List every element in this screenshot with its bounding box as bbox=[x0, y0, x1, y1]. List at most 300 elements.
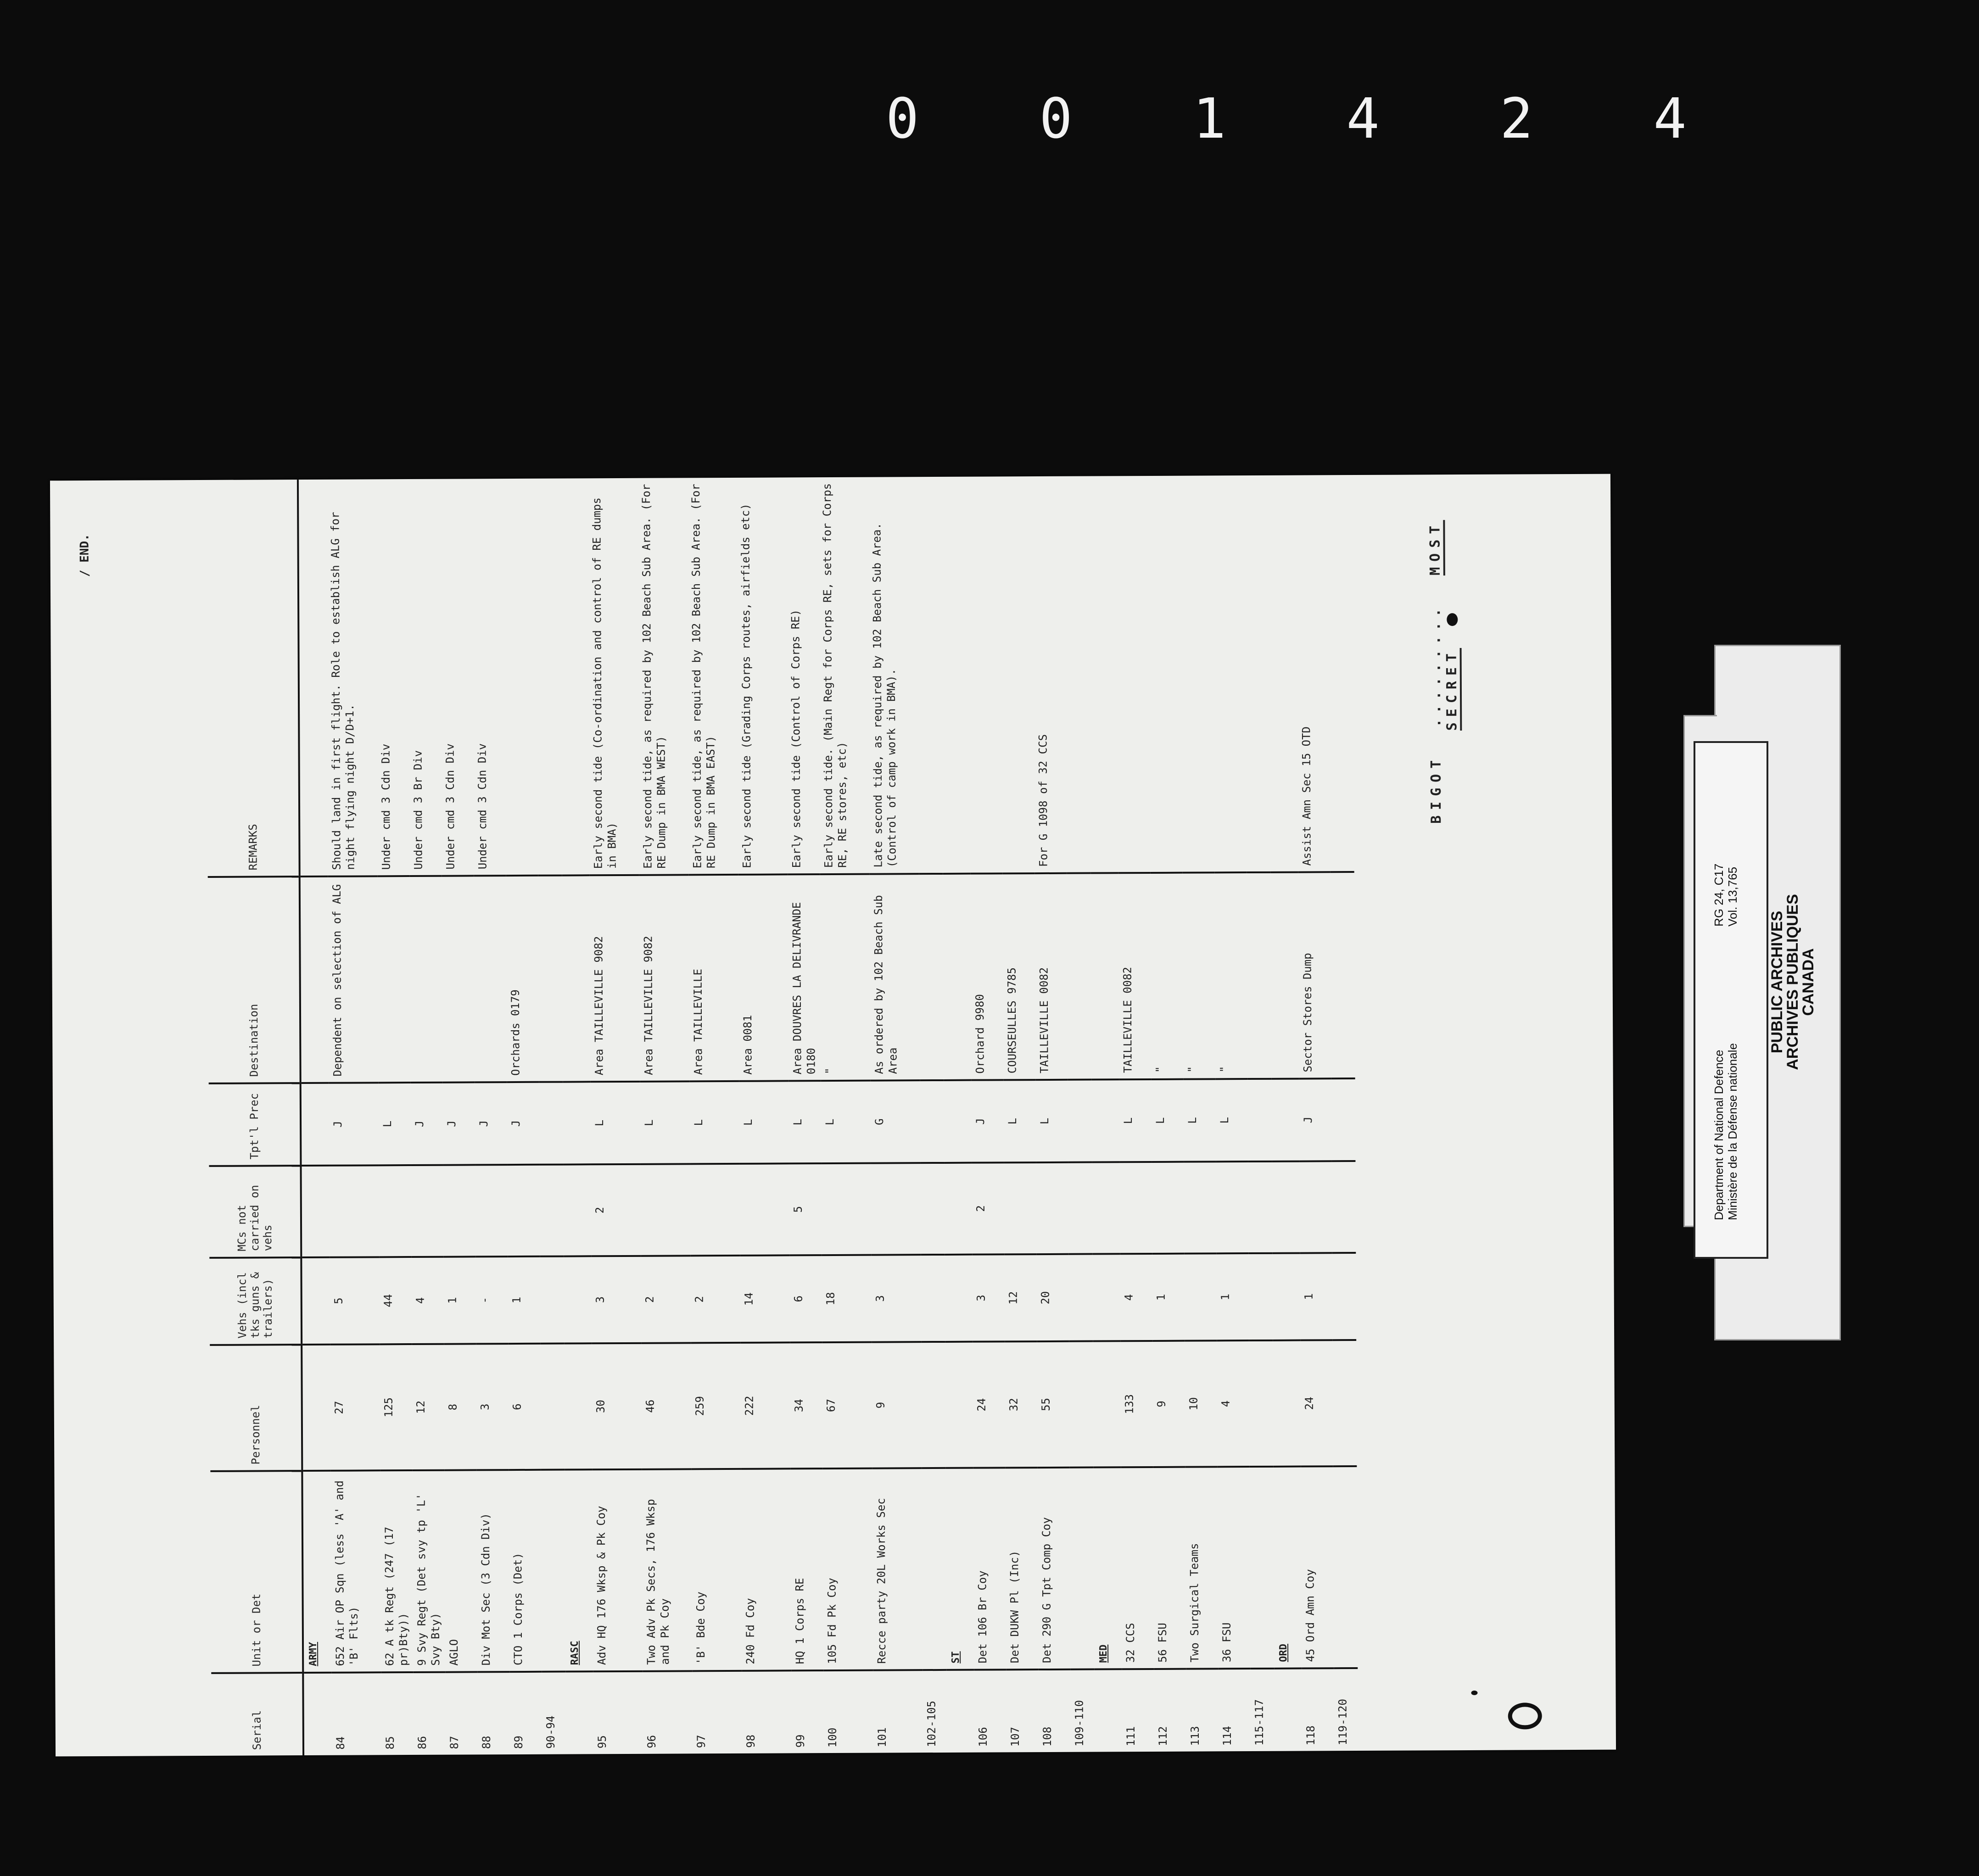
cell-vehicles: 4 bbox=[1120, 1254, 1152, 1341]
cell-serial bbox=[1094, 1669, 1122, 1752]
cell-not-carried bbox=[1036, 1162, 1068, 1254]
cell-personnel: 24 bbox=[973, 1341, 1005, 1468]
cell-priority bbox=[1092, 1079, 1120, 1162]
cell-vehicles: 1 bbox=[1152, 1254, 1185, 1341]
cell-not-carried bbox=[563, 1164, 591, 1256]
cell-remarks: Under cmd 3 Cdn Div bbox=[472, 479, 506, 876]
cell-vehicles bbox=[1272, 1253, 1300, 1340]
cell-personnel: 12 bbox=[412, 1344, 444, 1470]
cell-personnel bbox=[1093, 1341, 1121, 1467]
archive-label-inner bbox=[1694, 741, 1768, 1259]
cell-remarks: Should land in first flight. Role to establish ALG for night flying night D/D+1. bbox=[326, 479, 378, 876]
cell-vehicles bbox=[945, 1255, 973, 1342]
archive-stamp-line1: PUBLIC ARCHIVES bbox=[1768, 910, 1786, 1054]
cell-serial: 107 bbox=[1008, 1726, 1022, 1747]
archive-stamp-line2: ARCHIVES PUBLIQUES bbox=[1784, 894, 1801, 1070]
cell-unit bbox=[302, 1471, 331, 1673]
cell-vehicles bbox=[1248, 1253, 1273, 1340]
cell-not-carried bbox=[944, 1163, 972, 1255]
table-row bbox=[1297, 475, 1334, 1751]
cell-unit bbox=[1093, 1467, 1122, 1669]
cell-destination: Area 0081 bbox=[738, 874, 789, 1081]
cell-not-carried bbox=[640, 1164, 690, 1256]
cell-vehicles bbox=[1332, 1253, 1356, 1340]
group-heading: ST bbox=[950, 1651, 962, 1664]
cell-personnel: 125 bbox=[380, 1344, 412, 1470]
archive-ref bbox=[1712, 864, 1739, 927]
cell-serial: 100 bbox=[826, 1727, 839, 1748]
cell-unit bbox=[1069, 1468, 1094, 1669]
cell-not-carried bbox=[739, 1163, 789, 1255]
document-rotated-content bbox=[50, 474, 1616, 1757]
cell-remarks bbox=[537, 479, 562, 876]
cell-remarks bbox=[1329, 475, 1354, 872]
cell-priority: J bbox=[443, 1082, 475, 1165]
header-remarks: REMARKS bbox=[206, 480, 300, 877]
cell-not-carried bbox=[1152, 1162, 1184, 1254]
cell-personnel bbox=[1069, 1341, 1093, 1468]
cell-not-carried bbox=[411, 1165, 443, 1257]
cell-serial bbox=[565, 1671, 593, 1754]
archive-dept bbox=[1712, 1043, 1739, 1220]
cell-destination bbox=[378, 876, 411, 1083]
cell-personnel bbox=[1332, 1340, 1357, 1466]
cell-serial: 99 bbox=[794, 1734, 807, 1748]
cell-priority: L bbox=[1119, 1079, 1152, 1162]
cell-remarks bbox=[917, 477, 943, 874]
cell-destination: " bbox=[820, 874, 871, 1081]
cell-vehicles bbox=[1092, 1254, 1120, 1341]
cell-priority: L bbox=[1004, 1080, 1036, 1162]
cell-not-carried bbox=[690, 1164, 740, 1256]
cell-vehicles bbox=[540, 1256, 564, 1344]
cell-destination bbox=[300, 877, 329, 1083]
cell-not-carried bbox=[1331, 1161, 1356, 1253]
margin-mark bbox=[1508, 1703, 1542, 1729]
cell-serial: 111 bbox=[1124, 1726, 1138, 1747]
cell-personnel: 133 bbox=[1120, 1341, 1153, 1467]
header-destination: Destination bbox=[208, 877, 301, 1083]
group-heading: ARMY bbox=[307, 1642, 319, 1667]
cell-unit bbox=[945, 1468, 974, 1670]
table-row bbox=[1001, 476, 1039, 1752]
classification-most-secret: MOST SECRET bbox=[1427, 520, 1462, 731]
cell-vehicles: 5 bbox=[330, 1257, 380, 1344]
cell-unit: 32 CCS bbox=[1121, 1467, 1154, 1669]
movement-table bbox=[206, 475, 1358, 1756]
cell-serial: 84 bbox=[334, 1736, 347, 1750]
cell-destination bbox=[1067, 873, 1092, 1080]
cell-priority: L bbox=[1216, 1079, 1248, 1161]
cell-personnel: 27 bbox=[330, 1344, 380, 1470]
cell-not-carried bbox=[920, 1163, 945, 1255]
cell-remarks: Assist Amn Sec 15 OTD bbox=[1297, 475, 1331, 872]
cell-unit: 652 Air OP Sqn (less 'A' and 'B' Flts) bbox=[330, 1470, 381, 1672]
cell-personnel: 55 bbox=[1037, 1341, 1069, 1468]
cell-priority: L bbox=[1036, 1080, 1068, 1162]
cell-serial: 114 bbox=[1220, 1725, 1234, 1746]
cell-serial: 115-117 bbox=[1252, 1699, 1266, 1746]
cell-personnel: 3 bbox=[476, 1344, 509, 1470]
cell-vehicles: 2 bbox=[690, 1256, 740, 1343]
cell-unit: Two Surgical Teams bbox=[1185, 1467, 1218, 1669]
cell-priority bbox=[1272, 1079, 1300, 1161]
cell-unit: 240 Fd Coy bbox=[741, 1468, 791, 1670]
cell-priority: J bbox=[411, 1083, 443, 1165]
cell-vehicles bbox=[564, 1256, 592, 1343]
cell-unit: HQ 1 Corps RE bbox=[790, 1468, 823, 1670]
table-row bbox=[408, 479, 446, 1755]
cell-personnel bbox=[921, 1342, 945, 1468]
cell-not-carried bbox=[1092, 1162, 1120, 1254]
cell-destination bbox=[943, 874, 972, 1080]
cell-unit bbox=[1249, 1467, 1274, 1669]
cell-remarks bbox=[1245, 475, 1271, 872]
group-heading: MED bbox=[1098, 1644, 1110, 1663]
table-row bbox=[687, 478, 742, 1753]
cell-personnel: 24 bbox=[1300, 1340, 1333, 1466]
cell-priority bbox=[1331, 1078, 1356, 1161]
cell-serial: 88 bbox=[480, 1736, 493, 1749]
cell-not-carried bbox=[475, 1165, 508, 1256]
cell-priority: L bbox=[821, 1081, 871, 1163]
cell-remarks bbox=[298, 480, 328, 877]
cell-destination: Sector Stores Dump bbox=[1298, 872, 1331, 1078]
cell-personnel bbox=[564, 1343, 592, 1469]
cell-remarks: Late second tide, as required by 102 Beach Sub Area. (Control of camp work in BMA). bbox=[868, 477, 919, 874]
cell-vehicles: 14 bbox=[740, 1255, 790, 1342]
cell-unit bbox=[565, 1469, 593, 1671]
cell-priority bbox=[1068, 1080, 1092, 1162]
cell-not-carried bbox=[1216, 1161, 1248, 1253]
archive-stamp-line3: CANADA bbox=[1800, 948, 1817, 1016]
group-heading: RASC bbox=[569, 1641, 581, 1665]
cell-not-carried bbox=[1068, 1162, 1092, 1254]
archive-dept-fr: Ministère de la Défense nationale bbox=[1726, 1043, 1739, 1220]
cell-priority bbox=[539, 1082, 564, 1165]
cell-destination: Area TAILLEVILLE 9082 bbox=[590, 875, 640, 1082]
cell-vehicles bbox=[1184, 1253, 1217, 1340]
cell-remarks bbox=[1117, 476, 1151, 873]
cell-serial: 89 bbox=[512, 1736, 525, 1749]
cell-priority: L bbox=[379, 1083, 411, 1165]
archive-dept-en: Department of National Defence bbox=[1712, 1050, 1726, 1220]
cell-remarks: Under cmd 3 Cdn Div bbox=[440, 479, 474, 876]
cell-priority: J bbox=[475, 1082, 508, 1165]
cell-vehicles: - bbox=[475, 1256, 508, 1344]
cell-personnel bbox=[1249, 1340, 1273, 1467]
cell-serial: 113 bbox=[1188, 1726, 1202, 1746]
table-row bbox=[737, 477, 792, 1753]
cell-vehicles bbox=[921, 1255, 945, 1342]
cell-priority: J bbox=[1299, 1078, 1332, 1161]
cell-remarks: Early second tide, as required by 102 Beach Sub Area. (For RE Dump in BMA WEST) bbox=[637, 478, 689, 875]
cell-serial: 86 bbox=[415, 1736, 429, 1749]
cell-priority: L bbox=[591, 1082, 641, 1164]
cell-personnel: 46 bbox=[641, 1343, 691, 1469]
cell-priority bbox=[920, 1080, 945, 1163]
page-end-marker: / END. bbox=[78, 534, 92, 577]
cell-personnel: 10 bbox=[1185, 1340, 1217, 1467]
cell-vehicles: 6 bbox=[789, 1255, 822, 1342]
cell-vehicles bbox=[1068, 1254, 1093, 1341]
header-personnel: Personnel bbox=[210, 1345, 302, 1471]
cell-serial: 95 bbox=[595, 1735, 609, 1749]
cell-destination: " bbox=[1151, 873, 1184, 1079]
cell-vehicles: 4 bbox=[411, 1257, 444, 1344]
cell-priority: L bbox=[1184, 1079, 1216, 1161]
cell-serial: 87 bbox=[447, 1736, 461, 1749]
cell-destination: Area DOUVRES LA DELIVRANDE 0180 bbox=[788, 874, 821, 1081]
cell-remarks: Early second tide, as required by 102 Beach Sub Area. (For RE Dump in BMA EAST) bbox=[687, 478, 738, 875]
cell-unit: Adv HQ 176 Wksp & Pk Coy bbox=[592, 1469, 643, 1671]
table-row bbox=[1033, 476, 1071, 1752]
cell-not-carried: 2 bbox=[591, 1164, 641, 1256]
cell-destination: TAILLEVILLE 0082 bbox=[1118, 873, 1152, 1079]
cell-remarks bbox=[560, 478, 590, 875]
cell-serial: 96 bbox=[645, 1735, 659, 1748]
cell-priority bbox=[301, 1083, 330, 1166]
cell-vehicles: 2 bbox=[641, 1256, 691, 1343]
table-row bbox=[1329, 475, 1358, 1751]
cell-personnel: 222 bbox=[740, 1342, 790, 1468]
table-row bbox=[969, 476, 1006, 1752]
cell-unit: Two Adv Pk Secs, 176 Wksp and Pk Coy bbox=[642, 1469, 692, 1671]
classification-heading: BIGOT ......... MOST SECRET bbox=[1427, 511, 1460, 832]
cell-unit: Det 106 Br Coy bbox=[973, 1468, 1006, 1669]
cell-not-carried bbox=[1299, 1161, 1332, 1253]
cell-personnel bbox=[302, 1345, 330, 1471]
cell-destination: COURSEULLES 9785 bbox=[1003, 873, 1036, 1080]
cell-unit bbox=[1333, 1466, 1358, 1668]
cell-personnel bbox=[945, 1342, 973, 1468]
cell-personnel: 6 bbox=[508, 1344, 541, 1470]
cell-destination bbox=[1331, 872, 1355, 1078]
cell-destination: " bbox=[1183, 872, 1216, 1079]
cell-remarks: Under cmd 3 Cdn Div bbox=[376, 479, 410, 876]
table-row bbox=[472, 479, 510, 1754]
cell-unit: CTO 1 Corps (Det) bbox=[509, 1470, 542, 1672]
cell-unit: 'B' Bde Coy bbox=[691, 1469, 742, 1671]
cell-remarks bbox=[1181, 475, 1215, 872]
table-row bbox=[1149, 476, 1186, 1752]
cell-remarks bbox=[1089, 476, 1118, 873]
cell-priority: J bbox=[329, 1083, 379, 1165]
cell-unit: Det DUKW Pl (Inc) bbox=[1005, 1468, 1038, 1669]
cell-priority: L bbox=[739, 1081, 789, 1163]
cell-personnel: 4 bbox=[1217, 1340, 1249, 1467]
cell-personnel: 67 bbox=[822, 1342, 872, 1468]
cell-personnel bbox=[540, 1344, 565, 1470]
cell-remarks bbox=[969, 476, 1003, 873]
header-not-carried: MCs not carried on vehs bbox=[209, 1166, 301, 1258]
cell-not-carried bbox=[821, 1163, 871, 1255]
cell-destination: Orchard 9980 bbox=[971, 873, 1004, 1080]
cell-remarks: Under cmd 3 Br Div bbox=[408, 479, 442, 876]
cell-remarks: Early second tide (Grading Corps routes, airfields etc) bbox=[737, 477, 788, 874]
header-unit: Unit or Det bbox=[210, 1471, 303, 1673]
cell-priority: L bbox=[789, 1081, 822, 1163]
archive-stamp bbox=[1769, 854, 1829, 1111]
cell-serial: 106 bbox=[976, 1727, 990, 1747]
table-row bbox=[504, 479, 542, 1754]
cell-personnel bbox=[1273, 1340, 1301, 1467]
cell-vehicles bbox=[301, 1257, 330, 1345]
cell-not-carried: 2 bbox=[972, 1162, 1004, 1254]
cell-vehicles: 12 bbox=[1004, 1254, 1037, 1341]
cell-not-carried bbox=[379, 1165, 411, 1257]
cell-vehicles: 3 bbox=[972, 1254, 1005, 1341]
cell-vehicles: 1 bbox=[443, 1256, 476, 1344]
cell-not-carried bbox=[443, 1165, 475, 1256]
cell-unit: 9 Svy Regt (Det svy tp 'L' Svy Bty) bbox=[412, 1470, 445, 1672]
table-header-row bbox=[206, 480, 303, 1756]
table-row bbox=[637, 478, 693, 1753]
cell-personnel: 259 bbox=[691, 1343, 741, 1469]
cell-personnel: 30 bbox=[592, 1343, 642, 1469]
cell-unit bbox=[541, 1470, 565, 1672]
cell-destination bbox=[919, 874, 944, 1080]
cell-remarks bbox=[1149, 476, 1183, 873]
table-body bbox=[298, 475, 1358, 1755]
cell-priority bbox=[944, 1080, 972, 1163]
cell-serial: 109-110 bbox=[1073, 1700, 1086, 1747]
cell-unit: 62 A tk Regt (247 (17 pr)Bty)) bbox=[380, 1470, 413, 1672]
cell-unit: 105 Fd Pk Coy bbox=[822, 1468, 873, 1670]
cell-destination bbox=[410, 876, 443, 1083]
cell-personnel: 32 bbox=[1005, 1341, 1037, 1468]
cell-not-carried bbox=[329, 1165, 379, 1257]
archive-ref-1: RG 24, C17 bbox=[1712, 863, 1726, 927]
cell-unit: 56 FSU bbox=[1153, 1467, 1186, 1669]
cell-unit: Div Mot Sec (3 Cdn Div) bbox=[476, 1470, 509, 1672]
cell-serial: 108 bbox=[1040, 1726, 1054, 1747]
cell-destination bbox=[474, 876, 507, 1082]
group-heading: ORD bbox=[1278, 1643, 1290, 1662]
cell-priority: L bbox=[1152, 1079, 1184, 1162]
cell-destination: " bbox=[1215, 872, 1248, 1079]
cell-priority bbox=[1248, 1079, 1272, 1161]
cell-priority: L bbox=[640, 1081, 690, 1164]
cell-destination bbox=[1271, 872, 1299, 1079]
cell-remarks bbox=[504, 479, 538, 876]
cell-priority: J bbox=[507, 1082, 540, 1165]
cell-serial bbox=[1274, 1669, 1302, 1751]
cell-serial bbox=[303, 1673, 332, 1755]
cell-personnel: 8 bbox=[444, 1344, 476, 1470]
cell-not-carried bbox=[871, 1163, 921, 1255]
cell-destination: Area TAILLEVILLE bbox=[689, 875, 739, 1081]
classification-bigot: BIGOT bbox=[1428, 754, 1445, 824]
cell-destination: Area TAILLEVILLE 9082 bbox=[639, 875, 690, 1081]
cell-remarks bbox=[1001, 476, 1035, 873]
cell-not-carried bbox=[1272, 1161, 1300, 1253]
cell-serial: 85 bbox=[383, 1736, 397, 1750]
cell-unit bbox=[1273, 1467, 1302, 1669]
cell-remarks bbox=[1269, 475, 1298, 872]
cell-priority bbox=[563, 1082, 591, 1164]
cell-destination: Orchards 0179 bbox=[506, 876, 539, 1082]
cell-destination bbox=[1247, 872, 1272, 1079]
table-row bbox=[868, 477, 923, 1753]
cell-personnel: 9 bbox=[872, 1342, 922, 1468]
cell-vehicles: 1 bbox=[1216, 1253, 1249, 1340]
table-row bbox=[440, 479, 478, 1754]
header-priority: Tpt'l Prec bbox=[209, 1083, 301, 1166]
cell-priority: J bbox=[972, 1080, 1004, 1162]
cell-remarks bbox=[941, 477, 971, 874]
cell-not-carried: 5 bbox=[789, 1163, 822, 1255]
frame-number: 0 0 1 4 2 4 bbox=[886, 87, 1730, 151]
table-row bbox=[818, 477, 873, 1753]
table-row bbox=[1181, 475, 1219, 1751]
cell-not-carried bbox=[1184, 1161, 1216, 1253]
table-row bbox=[588, 478, 643, 1754]
cell-serial: 98 bbox=[744, 1734, 758, 1748]
cell-destination bbox=[442, 876, 475, 1082]
cell-destination bbox=[538, 876, 563, 1082]
table-row bbox=[1213, 475, 1251, 1751]
cell-not-carried bbox=[539, 1165, 564, 1256]
cell-vehicles: 20 bbox=[1036, 1254, 1069, 1341]
cell-vehicles: 44 bbox=[379, 1257, 412, 1344]
cell-serial: 112 bbox=[1156, 1726, 1170, 1746]
cell-priority: G bbox=[871, 1080, 921, 1163]
cell-remarks: Early second tide (Control of Corps RE) bbox=[786, 477, 820, 874]
cell-unit: Det 290 G Tpt Comp Coy bbox=[1037, 1468, 1070, 1669]
table-row bbox=[326, 479, 381, 1755]
cell-serial: 102-105 bbox=[925, 1700, 939, 1748]
cell-priority: L bbox=[690, 1081, 740, 1164]
cell-unit: Recce party 20L Works Sec bbox=[872, 1468, 922, 1670]
cell-vehicles: 18 bbox=[822, 1255, 872, 1342]
cell-unit bbox=[922, 1468, 946, 1670]
cell-serial bbox=[946, 1670, 974, 1753]
cell-serial: 119-120 bbox=[1336, 1698, 1350, 1746]
cell-remarks bbox=[1213, 475, 1247, 872]
cell-destination: As ordered by 102 Beach Sub Area bbox=[870, 874, 920, 1080]
cell-unit: AGLO bbox=[444, 1470, 477, 1672]
cell-serial: 90-94 bbox=[544, 1715, 558, 1749]
cell-remarks: Early second tide. (Main Regt for Corps RE, sets for Corps RE, RE stores, etc) bbox=[818, 477, 870, 874]
cell-unit: 36 FSU bbox=[1217, 1467, 1250, 1669]
cell-vehicles: 1 bbox=[1300, 1253, 1332, 1340]
cell-remarks bbox=[1065, 476, 1091, 873]
cell-not-carried bbox=[1004, 1162, 1036, 1254]
cell-personnel: 34 bbox=[790, 1342, 822, 1468]
cell-vehicles: 1 bbox=[508, 1256, 540, 1344]
cell-vehicles: 3 bbox=[871, 1255, 921, 1342]
header-vehicles: Vehs (incl tks guns & trailers) bbox=[209, 1257, 302, 1345]
table-row bbox=[1117, 476, 1154, 1752]
table-row bbox=[786, 477, 824, 1753]
cell-not-carried bbox=[301, 1166, 330, 1257]
cell-remarks: Early second tide (Co-ordination and control of RE dumps in BMA) bbox=[588, 478, 639, 875]
cell-serial: 101 bbox=[875, 1727, 889, 1748]
cell-destination: TAILLEVILLE 0082 bbox=[1035, 873, 1068, 1080]
cell-personnel: 9 bbox=[1152, 1341, 1185, 1467]
cell-remarks: For G 1098 of 32 CCS bbox=[1033, 476, 1067, 873]
cell-not-carried bbox=[1248, 1161, 1272, 1253]
cell-not-carried bbox=[1119, 1162, 1152, 1254]
ink-spot bbox=[1447, 613, 1458, 626]
cell-destination bbox=[1091, 873, 1119, 1079]
header-serial: Serial bbox=[211, 1673, 303, 1756]
cell-destination: Dependent on selection of ALG bbox=[328, 876, 379, 1083]
document-page bbox=[50, 474, 1616, 1757]
table-row bbox=[376, 479, 414, 1755]
cell-serial: 97 bbox=[694, 1735, 708, 1748]
